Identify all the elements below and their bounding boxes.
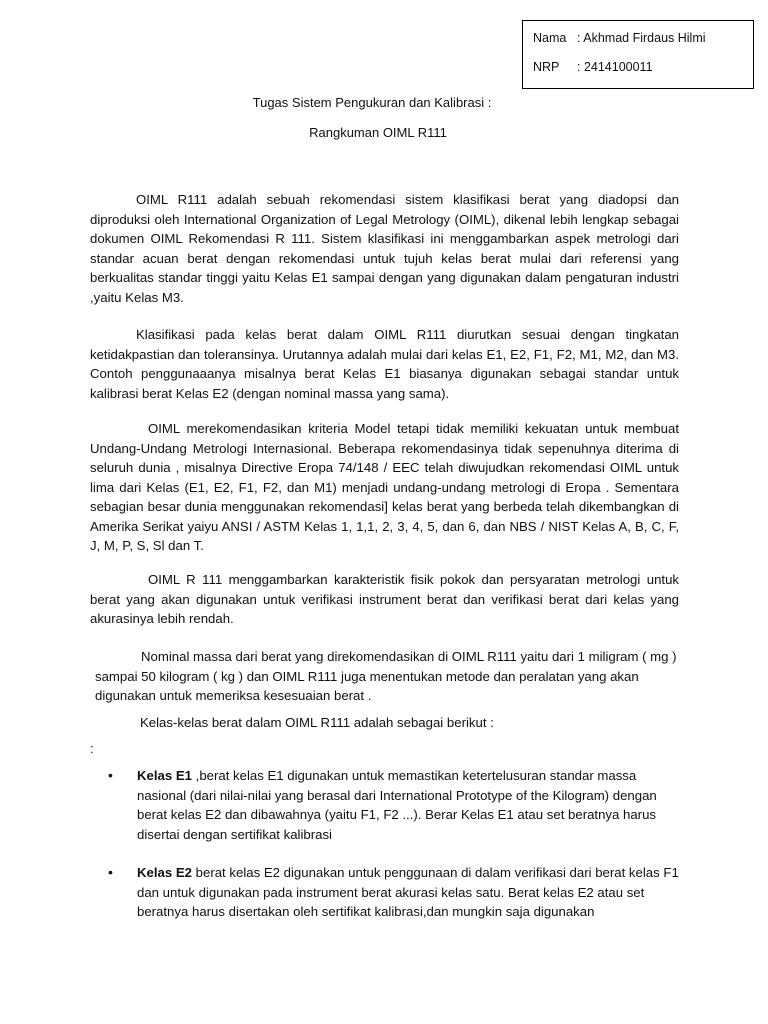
list-item-e1 (108, 766, 688, 844)
name-value: : Akhmad Firdaus Hilmi (577, 31, 706, 45)
bullet-icon: • (108, 864, 113, 880)
name-row (533, 31, 706, 45)
paragraph-characteristics: OIML R 111 menggambarkan karakteristik fisik pokok dan persyaratan metrologi untuk berat yang akan digunakan untuk verifikasi instrument berat dan verifikasi berat dari kelas yang akurasinya lebih rendah. (90, 572, 679, 626)
assignment-title: Tugas Sistem Pengukuran dan Kalibrasi : (252, 95, 492, 110)
paragraph-classes-intro: Kelas-kelas berat dalam OIML R111 adalah sebagai berikut : (140, 715, 494, 730)
stray-colon: : (90, 741, 94, 756)
name-label: Nama (533, 31, 567, 45)
class-e2-text: berat kelas E2 digunakan untuk penggunaan di dalam verifikasi dari berat kelas F1 dan untuk digunakan pada instrument berat akurasi kelas satu. Berat kelas E2 atau set beratnya harus disertakan oleh sertifikat kalibrasi,dan mungkin saja digunakan (137, 865, 679, 919)
nrp-row (533, 60, 653, 74)
paragraph-nominal-mass: Nominal massa dari berat yang direkomendasikan di OIML R111 yaitu dari 1 miligram ( mg ) sampai 50 kilogram ( kg ) dan OIML R111 juga menentukan metode dan peralatan yang akan digunakan untuk memeriksa kesesuaian berat . (95, 649, 677, 703)
class-e2-label: Kelas E2 (137, 865, 192, 880)
class-e1-text: ,berat kelas E1 digunakan untuk memastikan ketertelusuran standar massa nasional (dari nilai-nilai yang berasal dari International Prototype of the Kilogram) dengan berat kelas E2 dan dibawahnya (yaitu F1, F2 ...). Berar Kelas E1 atau set beratnya harus disertai dengan sertifikat kalibrasi (137, 768, 657, 842)
nrp-value: : 2414100011 (577, 60, 653, 74)
student-id-box (522, 20, 754, 89)
paragraph-recommendation: OIML merekomendasikan kriteria Model tetapi tidak memiliki kekuatan untuk membuat Undang-Undang Metrologi Internasional. Beberapa rekomendasinya tidak sepenuhnya diterima di seluruh dunia , misalnya Directive Eropa 74/148 / EEC telah diwujudkan rekomendasi OIML untuk lima dari Kelas (E1, E2, F1, F2, dan M1) menjadi undang-undang metrologi di Eropa . Sementara sebagian besar dunia menggunakan rekomendasi] kelas berat yang berbeda telah dikembangkan di Amerika Serikat yaiyu ANSI / ASTM Kelas 1, 1,1, 2, 3, 4, 5, dan 6, dan NBS / NIST Kelas A, B, C, F, J, M, P, S, Sl dan T. (90, 421, 679, 553)
nrp-label: NRP (533, 60, 560, 74)
class-list (108, 766, 688, 941)
paragraph-intro: OIML R111 adalah sebuah rekomendasi sistem klasifikasi berat yang diadopsi dan diproduksi oleh International Organization of Legal Metrology (OIML), dikenal lebih lengkap sebagai dokumen OIML Rekomendasi R 111. Sistem klasifikasi ini menggambarkan aspek metrologi dari standar acuan berat dengan rekomendasi untuk tujuh kelas berat mulai dari referensi yang berkualitas standar tinggi yaitu Kelas E1 sampai dengan yang digunakan dalam pengaturan industri ,yaitu Kelas M3. (90, 192, 679, 305)
paragraph-classification: Klasifikasi pada kelas berat dalam OIML R111 diurutkan sesuai dengan tingkatan ketidakpastian dan toleransinya. Urutannya adalah mulai dari kelas E1, E2, F1, F2, M1, M2, dan M3. Contoh penggunaaanya misalnya berat Kelas E1 biasanya digunakan sebagai standar untuk kalibrasi berat Kelas E2 (dengan nominal massa yang sama). (90, 327, 679, 401)
document-title: Rangkuman OIML R111 (309, 125, 447, 140)
bullet-icon: • (108, 767, 113, 783)
class-e1-label: Kelas E1 (137, 768, 192, 783)
list-item-e2 (108, 863, 688, 922)
